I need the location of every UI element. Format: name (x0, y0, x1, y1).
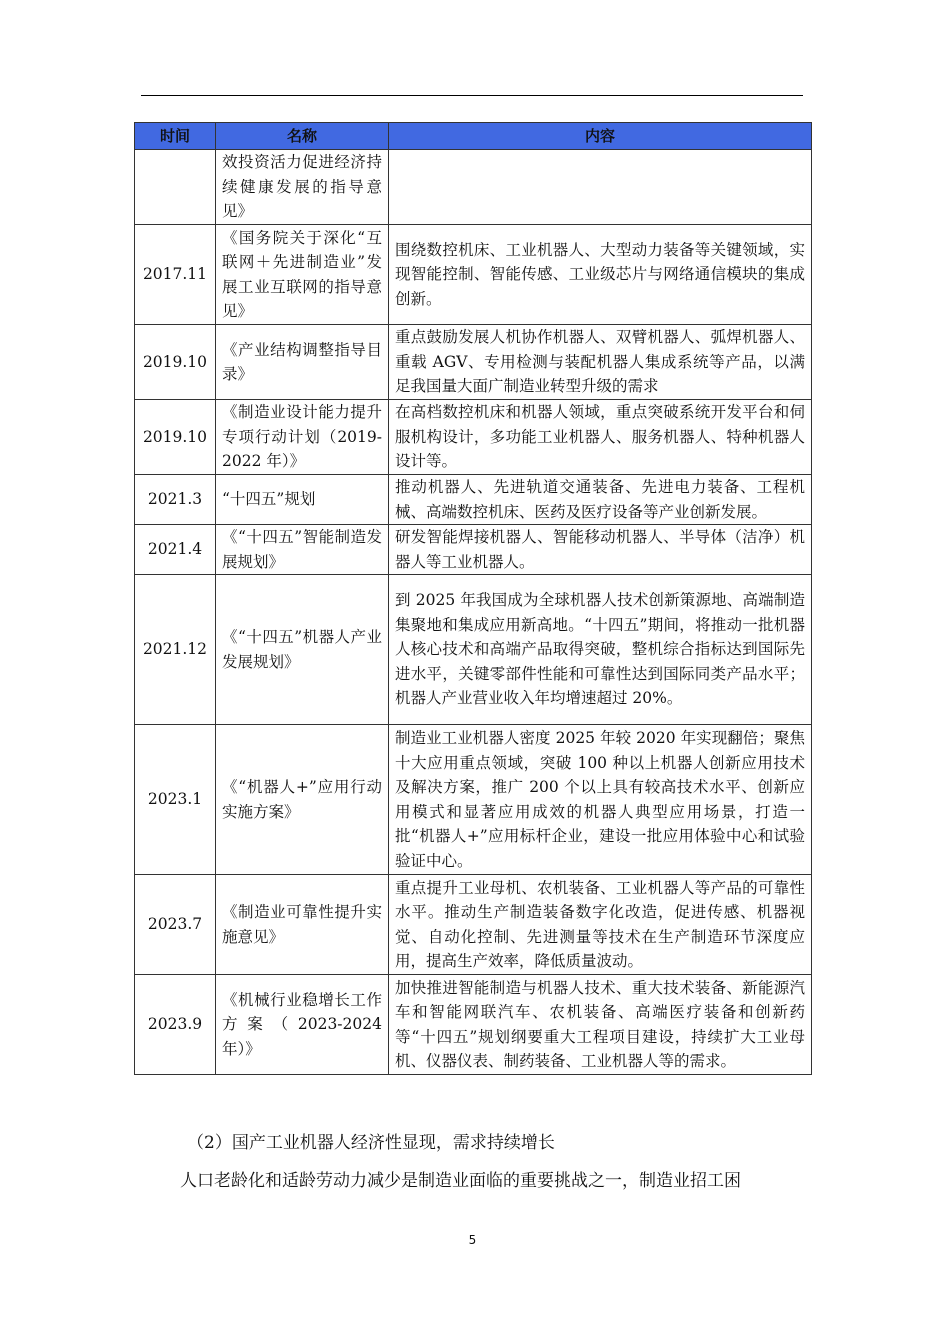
row-name: 《制造业设计能力提升专项行动计划（2019-2022 年）》 (216, 400, 389, 475)
row-time: 2019.10 (135, 400, 216, 475)
row-name: 效投资活力促进经济持续健康发展的指导意见》 (216, 150, 389, 225)
row-content: 重点提升工业母机、农机装备、工业机器人等产品的可靠性水平。推动生产制造装备数字化改造，促进传感、机器视觉、自动化控制、先进测量等技术在生产制造环节深度应用，提高生产效率，降低质量波动。 (389, 875, 812, 975)
table-row (135, 475, 812, 525)
policy-table (134, 122, 812, 1075)
table-row (135, 325, 812, 400)
table-row (135, 225, 812, 325)
row-time: 2023.7 (135, 875, 216, 975)
row-content: 研发智能焊接机器人、智能移动机器人、半导体（洁净）机器人等工业机器人。 (389, 525, 812, 575)
row-time: 2023.1 (135, 725, 216, 875)
row-name: “十四五”规划 (216, 475, 389, 525)
table-row (135, 525, 812, 575)
header-time: 时间 (135, 123, 216, 150)
table-row (135, 575, 812, 725)
row-content: 围绕数控机床、工业机器人、大型动力装备等关键领域，实现智能控制、智能传感、工业级芯片与网络通信模块的集成创新。 (389, 225, 812, 325)
section-subheading: （2）国产工业机器人经济性显现，需求持续增长 (187, 1133, 555, 1153)
row-content: 重点鼓励发展人机协作机器人、双臂机器人、弧焊机器人、重载 AGV、专用检测与装配机器人集成系统等产品，以满足我国量大面广制造业转型升级的需求 (389, 325, 812, 400)
row-time: 2023.9 (135, 975, 216, 1075)
row-name: 《制造业可靠性提升实施意见》 (216, 875, 389, 975)
table-row (135, 875, 812, 975)
row-content: 加快推进智能制造与机器人技术、重大技术装备、新能源汽车和智能网联汽车、农机装备、高端医疗装备和创新药等“十四五”规划纲要重大工程项目建设，持续扩大工业母机、仪器仪表、制药装备、工业机器人等的需求。 (389, 975, 812, 1075)
table-row (135, 400, 812, 475)
row-content: 在高档数控机床和机器人领域，重点突破系统开发平台和伺服机构设计，多功能工业机器人、服务机器人、特种机器人设计等。 (389, 400, 812, 475)
table-header-row (135, 123, 812, 150)
row-name: 《“十四五”智能制造发展规划》 (216, 525, 389, 575)
header-name: 名称 (216, 123, 389, 150)
row-name: 《国务院关于深化“互联网＋先进制造业”发展工业互联网的指导意见》 (216, 225, 389, 325)
row-name: 《“机器人+”应用行动实施方案》 (216, 725, 389, 875)
row-content: 制造业工业机器人密度 2025 年较 2020 年实现翻倍；聚焦十大应用重点领域，突破 100 种以上机器人创新应用技术及解决方案，推广 200 个以上具有较高技术水平、创新应用模式和显著应用成效的机器人典型应用场景，打造一批“机器人+”应用标杆企业，建设一批应用体验中心和试验验证中心。 (389, 725, 812, 875)
row-name: 《“十四五”机器人产业发展规划》 (216, 575, 389, 725)
row-content: 到 2025 年我国成为全球机器人技术创新策源地、高端制造集聚地和集成应用新高地。“十四五”期间，将推动一批机器人核心技术和高端产品取得突破，整机综合指标达到国际先进水平，关键零部件性能和可靠性达到国际同类产品水平；机器人产业营业收入年均增速超过 20%。 (389, 575, 812, 725)
table-row (135, 150, 812, 225)
table-row (135, 725, 812, 875)
row-content: 推动机器人、先进轨道交通装备、先进电力装备、工程机械、高端数控机床、医药及医疗设备等产业创新发展。 (389, 475, 812, 525)
row-content (389, 150, 812, 225)
table-row (135, 975, 812, 1075)
row-name: 《机械行业稳增长工作方案（2023-2024 年）》 (216, 975, 389, 1075)
row-time: 2021.3 (135, 475, 216, 525)
row-name: 《产业结构调整指导目录》 (216, 325, 389, 400)
row-time: 2021.4 (135, 525, 216, 575)
row-time (135, 150, 216, 225)
body-paragraph: 人口老龄化和适龄劳动力减少是制造业面临的重要挑战之一，制造业招工困 (180, 1171, 741, 1191)
row-time: 2019.10 (135, 325, 216, 400)
header-rule (141, 95, 803, 96)
row-time: 2017.11 (135, 225, 216, 325)
header-content: 内容 (389, 123, 812, 150)
page-number: 5 (468, 1233, 477, 1247)
row-time: 2021.12 (135, 575, 216, 725)
